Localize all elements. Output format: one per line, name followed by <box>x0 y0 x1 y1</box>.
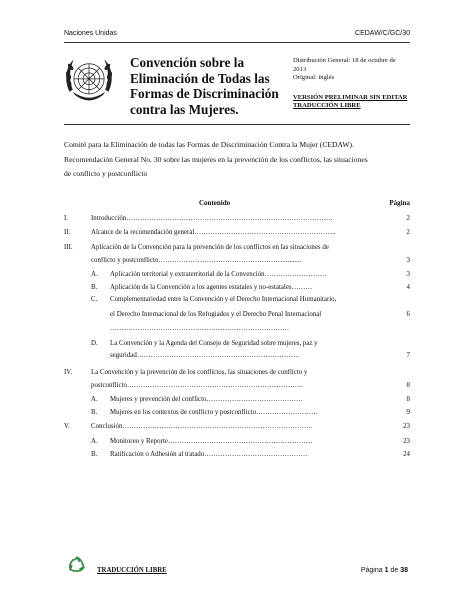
toc-header <box>64 199 410 211</box>
header-rule <box>64 42 410 43</box>
toc-row-number: V. <box>64 423 70 430</box>
toc-row-letter: A. <box>91 438 98 445</box>
toc-row-text: Introducción……………………………………………………………………………… <box>91 215 333 222</box>
toc-row <box>64 215 410 227</box>
toc-row-text: La Convención y la prevención de los conflictos, las situaciones de conflicto y <box>91 369 308 376</box>
toc-row-text: Mujeres y prevención del conflicto…………………………………… <box>110 396 303 403</box>
recycle-icon <box>68 556 86 574</box>
document-symbol: CEDAW/C/GC/30 <box>355 30 410 37</box>
convention-title: Convención sobre la Eliminación de Todas las Formas de Discriminación contra las Mujeres. <box>130 55 279 117</box>
toc-row-number: III. <box>64 244 73 251</box>
preliminary-notice: VERSIÓN PRELIMINAR SIN EDITAR TRADUCCIÓN LIBRE <box>293 94 408 109</box>
toc-row-text: seguridad…………………………………………………………….. <box>110 352 299 359</box>
toc-row-page: 23 <box>403 423 410 430</box>
toc-row-text: Ratificación o Adhesión al tratado……………………………………… <box>110 451 308 458</box>
toc-row-text: Aplicación de la Convención para la prevención de los conflictos en las situaciones de <box>91 244 329 251</box>
toc-row-text: conflicto y postconflicto………………………………………………........... <box>91 257 302 264</box>
toc-row <box>64 229 410 241</box>
un-emblem-icon <box>62 54 116 108</box>
toc-row-letter: C. <box>91 296 98 303</box>
toc-row <box>64 244 410 256</box>
toc-heading: Contenido <box>199 199 231 207</box>
toc-row <box>64 451 410 463</box>
toc-row-text: …………………………………………………………………… <box>110 325 290 332</box>
toc-row-page: 8 <box>406 396 410 403</box>
toc-row-page: 9 <box>406 409 410 416</box>
toc-row-letter: A. <box>91 396 98 403</box>
toc-row <box>64 271 410 283</box>
toc-row-letter: B. <box>91 451 98 458</box>
toc-row <box>64 325 410 337</box>
toc-row-text: el Derecho Internacional de los Refugiados y el Derecho Penal Internacional <box>110 311 322 318</box>
page-number: Página 1 de 38 <box>360 567 408 574</box>
toc-row-text: Complementariedad entre la Convención y el Derecho Internacional Humanitario, <box>110 296 337 303</box>
toc-row <box>64 311 410 323</box>
toc-page-heading: Página <box>389 199 410 207</box>
toc-row <box>64 369 410 381</box>
toc-row-text: Monitoreo y Reporte……………………………………………………… <box>110 438 313 445</box>
toc-row-page: 2 <box>406 229 410 236</box>
toc-row <box>64 396 410 408</box>
toc-row-number: I. <box>64 215 69 222</box>
org-name: Naciones Unidas <box>64 30 117 37</box>
toc-row-page: 2 <box>406 215 410 222</box>
toc-row <box>64 382 410 394</box>
toc-row <box>64 257 410 269</box>
toc-row-letter: A. <box>91 271 98 278</box>
toc-row-page: 23 <box>403 438 410 445</box>
toc-row-number: IV. <box>64 369 73 376</box>
toc-row-text: Aplicación de la Convención a los agentes estatales y no-estatales……… <box>110 284 313 291</box>
toc-row-page: 7 <box>406 352 410 359</box>
toc-row-text: La Convención y la Agenda del Consejo de Seguridad sobre mujeres, paz y <box>110 340 318 347</box>
toc-row-text: Alcance de la recomendación general…………………………………………………….. <box>91 229 336 236</box>
toc-row-page: 24 <box>403 451 410 458</box>
toc-row-text: Mujeres en los contextos de conflicto y postconflicto……………………… <box>110 409 319 416</box>
toc-row <box>64 340 410 352</box>
committee-paragraph: Comité para la Eliminación de todas las Formas de Discriminación Contra la Mujer (CEDAW). Recomendación General No. 30 sobre las mujeres en la prevención de los conflictos, las situaciones de conflicto y postconflicto <box>64 140 368 178</box>
toc-row-letter: B. <box>91 409 98 416</box>
toc-row-letter: D. <box>91 340 98 347</box>
toc-row-page: 3 <box>406 271 410 278</box>
toc-row <box>64 352 410 364</box>
toc-row-page: 8 <box>406 382 410 389</box>
toc-row <box>64 284 410 296</box>
toc-row-page: 3 <box>406 257 410 264</box>
toc-row-text: Aplicación territorial y extraterritorial de la Convención……………………… <box>110 271 327 278</box>
distribution-info: Distribución General: 18 de octubre de 2013 Original: inglés <box>293 57 396 82</box>
table-of-contents <box>64 199 410 458</box>
toc-row-page: 4 <box>406 284 410 291</box>
toc-row <box>64 296 410 308</box>
running-header <box>64 30 410 42</box>
title-rule <box>64 124 410 125</box>
toc-row-text: Conclusión……………………………………………………………………….. <box>91 423 312 430</box>
toc-row <box>64 423 410 435</box>
toc-row-letter: B. <box>91 284 98 291</box>
footer-translation-label: TRADUCCIÓN LIBRE <box>97 567 167 574</box>
toc-row-text: postconflicto………………………………………………………………….. <box>91 382 303 389</box>
toc-row <box>64 438 410 450</box>
toc-row-number: II. <box>64 229 71 236</box>
toc-row <box>64 409 410 421</box>
toc-row-page: 6 <box>406 311 410 318</box>
